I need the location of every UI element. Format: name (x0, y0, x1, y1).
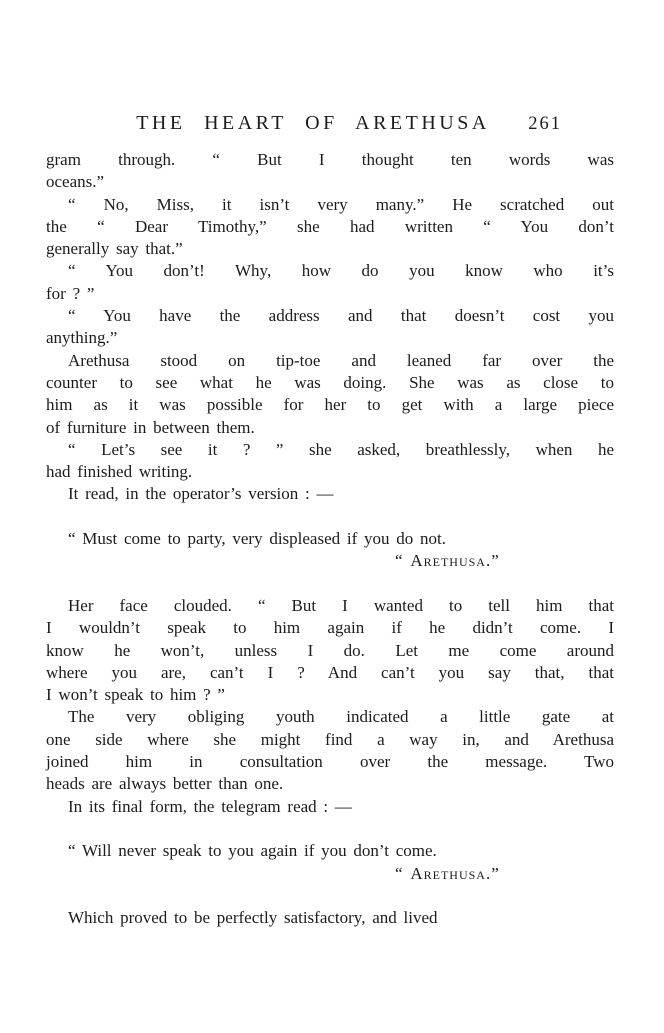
text-line: “ Will never speak to you again if you don’t come. (68, 841, 437, 861)
text-line: “ You have the address and that doesn’t cost you (68, 306, 614, 326)
text-line: where you are, can’t I ? And can’t you say that, that (46, 662, 614, 682)
running-header (46, 112, 614, 138)
text-line: gram through. “ But I thought ten words was (46, 150, 614, 169)
text-line: Which proved to be perfectly satisfactory, and lived (68, 908, 438, 928)
telegram-signature-line: “ Arethusa.” (395, 863, 500, 883)
text-line: oceans.” (46, 172, 105, 192)
text-line: counter to see what he was doing. She was as close to (46, 372, 614, 392)
text-line: had finished writing. (46, 462, 193, 482)
text-line: heads are always better than one. (46, 774, 284, 794)
text-line: one side where she might find a way in, and Arethusa (46, 729, 614, 749)
text-line: generally say that.” (46, 239, 183, 259)
blank-line (46, 573, 614, 595)
text-line: know he won’t, unless I do. Let me come around (46, 640, 614, 660)
text-line: of furniture in between them. (46, 417, 255, 437)
telegram-signature-line: “ Arethusa.” (395, 551, 500, 571)
text-line: “ You don’t! Why, how do you know who it’s (68, 261, 614, 281)
text-line: Her face clouded. “ But I wanted to tell him that (68, 595, 614, 615)
blank-line (46, 506, 614, 528)
text-line: The very obliging youth indicated a little gate at (68, 707, 614, 727)
text-line: anything.” (46, 328, 118, 348)
text-line: It read, in the operator’s version : — (68, 484, 334, 504)
text-line: I won’t speak to him ? ” (46, 685, 225, 705)
text-line: I wouldn’t speak to him again if he didn’t come. I (46, 618, 614, 638)
running-header-title: THE HEART OF ARETHUSA (136, 112, 490, 134)
text-line: “ Must come to party, very displeased if you do not. (68, 529, 446, 549)
text-line: Arethusa stood on tip-toe and leaned far over the (68, 350, 614, 370)
page-number: 261 (528, 114, 562, 134)
blank-line (46, 818, 614, 840)
text-line: In its final form, the telegram read : — (68, 796, 352, 816)
text-line: joined him in consultation over the message. Two (46, 752, 614, 772)
blank-line (46, 885, 614, 907)
text-line: for ? ” (46, 283, 95, 303)
text-body (46, 149, 614, 929)
text-line: him as it was possible for her to get with a large piece (46, 395, 614, 415)
text-line: “ No, Miss, it isn’t very many.” He scratched out (68, 194, 614, 214)
text-line: the “ Dear Timothy,” she had written “ You don’t (46, 216, 614, 236)
text-line: “ Let’s see it ? ” she asked, breathlessly, when he (68, 439, 614, 459)
